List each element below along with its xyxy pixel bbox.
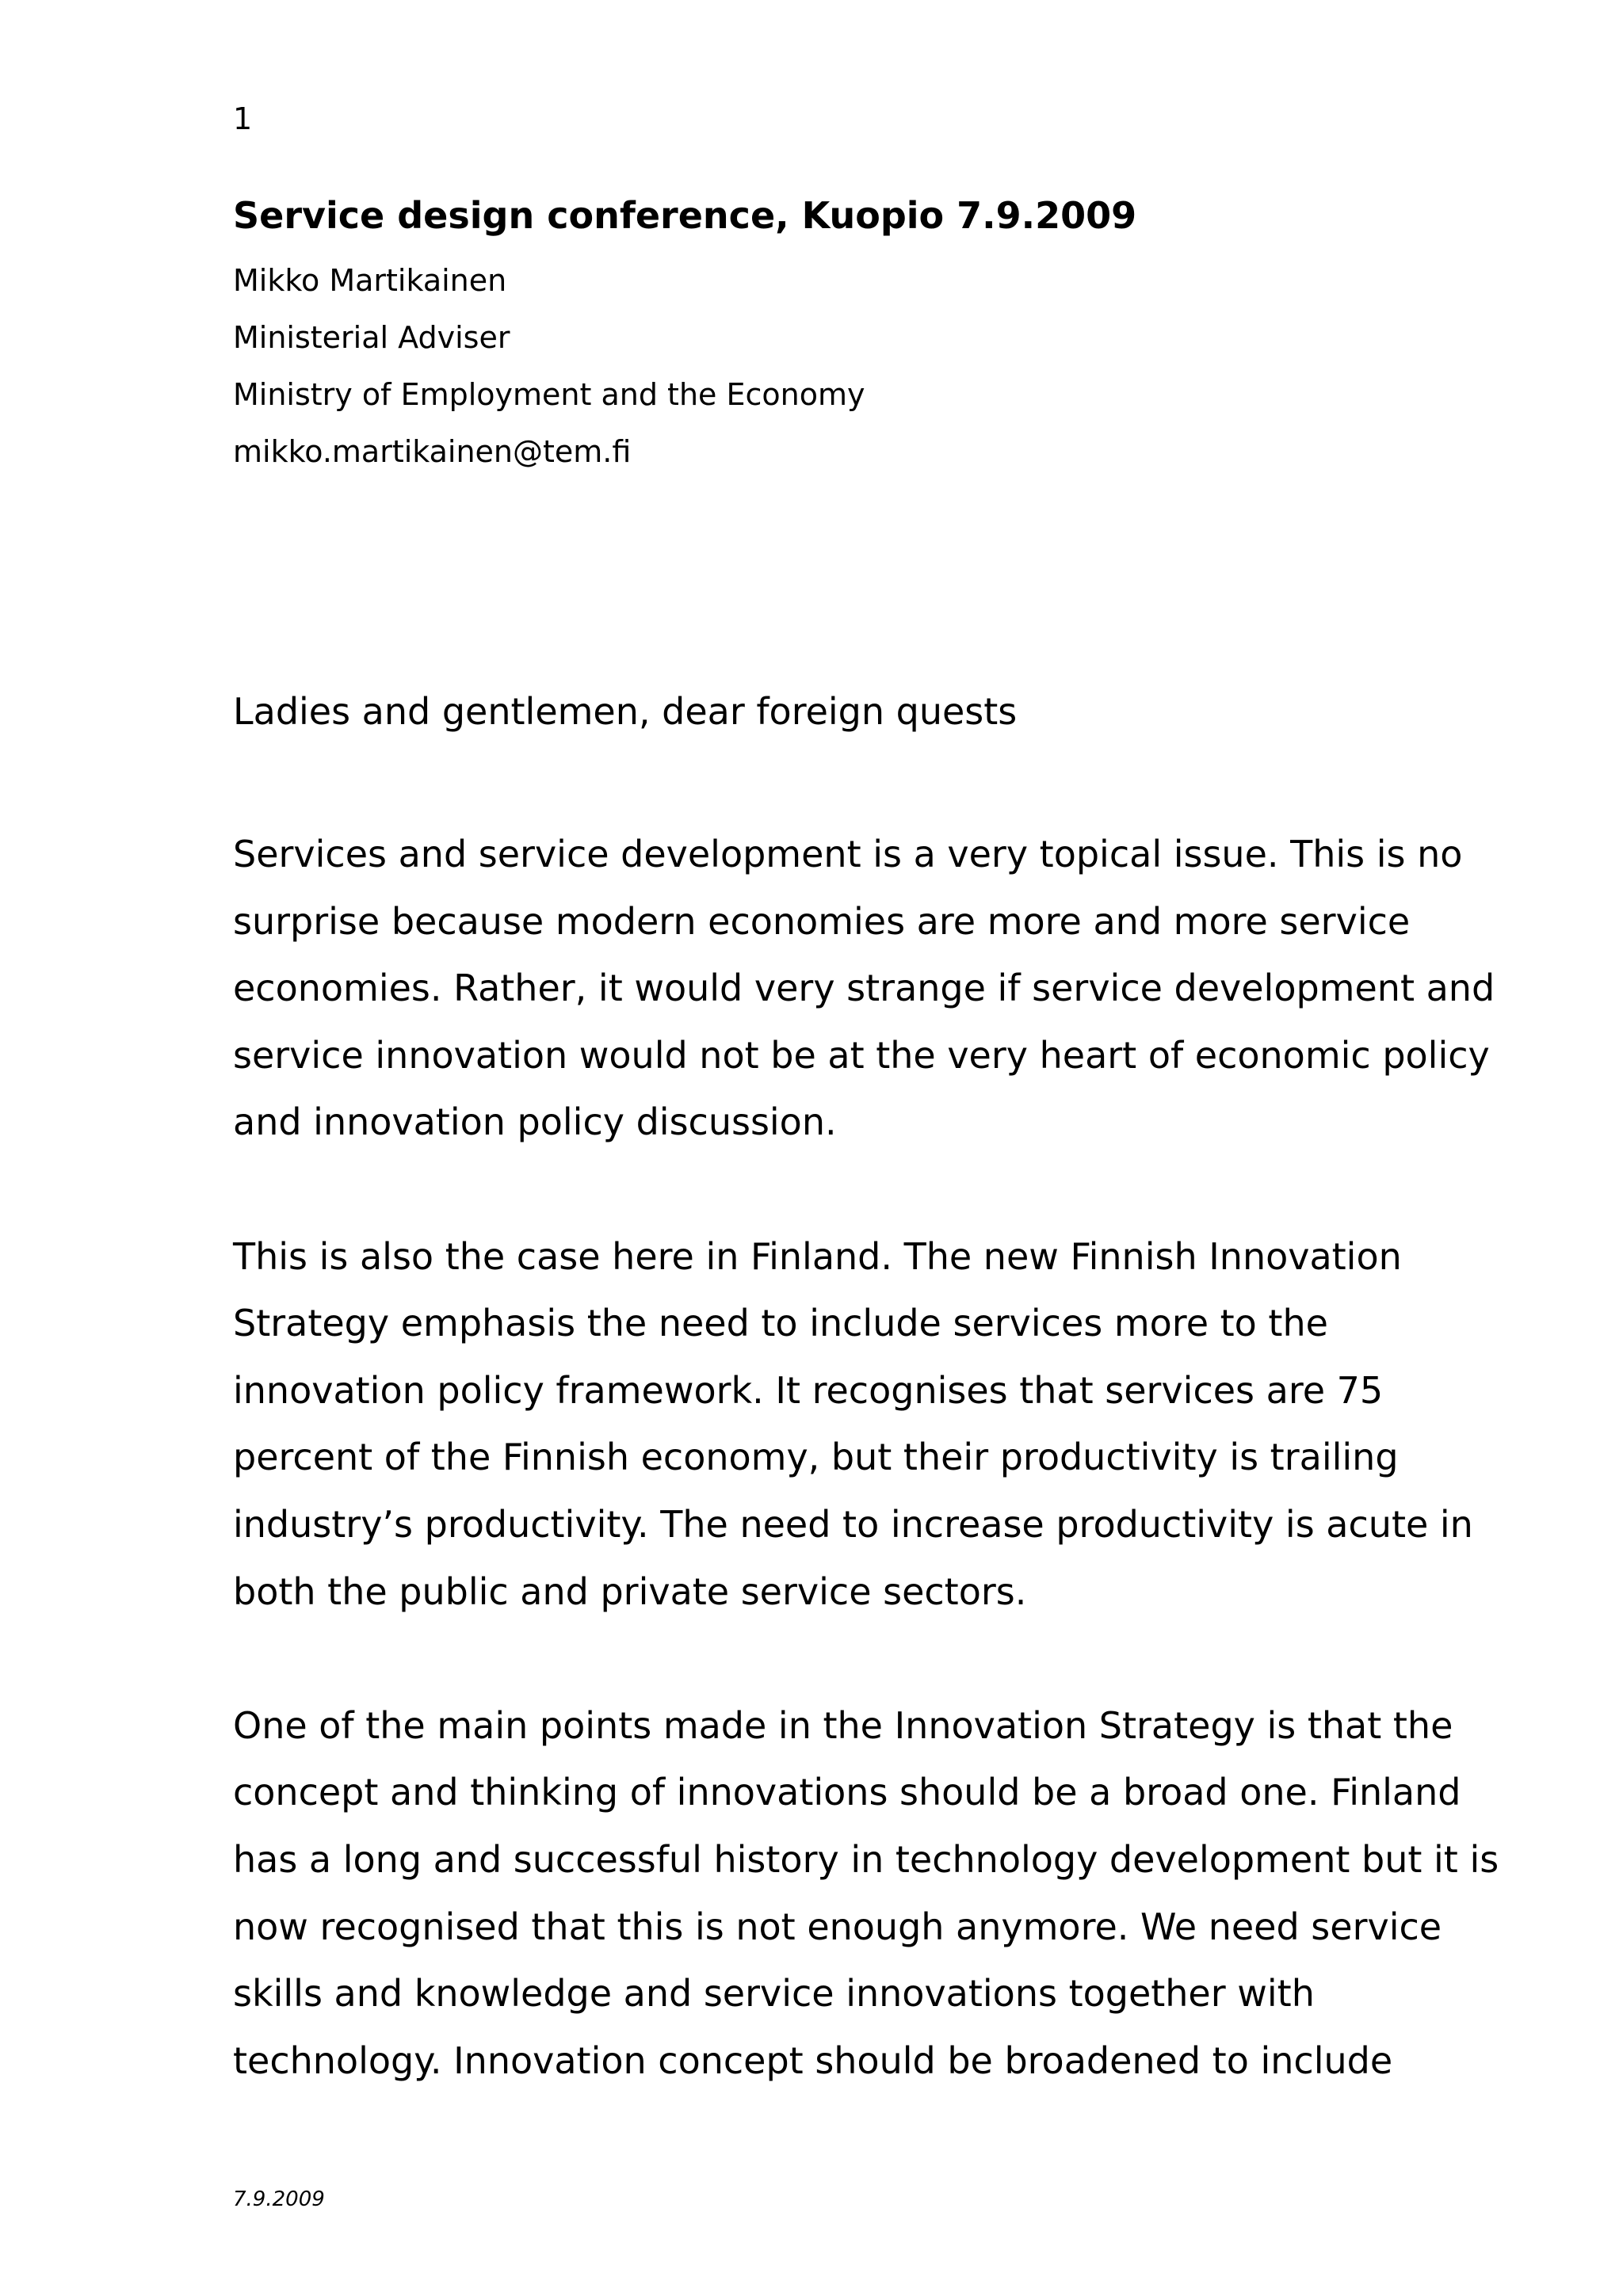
paragraph-line: service innovation would not be at the very heart of economic policy [233,1033,1490,1077]
author-position: Ministerial Adviser [233,320,510,355]
paragraph-line: both the public and private service sectors. [233,1569,1027,1613]
author-organization: Ministry of Employment and the Economy [233,377,865,412]
document-header [233,193,1469,480]
paragraph-2 [233,1223,1533,1626]
paragraph-line: has a long and successful history in technology development but it is [233,1837,1499,1881]
footer-date: 7.9.2009 [233,2187,325,2211]
author-email: mikko.martikainen@tem.fi [233,434,632,469]
paragraph-line: now recognised that this is not enough anymore. We need service [233,1905,1442,1948]
paragraph-line: surprise because modern economies are more and more service [233,899,1411,943]
paragraph-line: skills and knowledge and service innovations together with [233,1972,1315,2016]
paragraph-line: Strategy emphasis the need to include services more to the [233,1302,1328,1345]
greeting: Ladies and gentlemen, dear foreign quests [233,690,1018,733]
paragraph-line: concept and thinking of innovations should be a broad one. Finland [233,1771,1461,1814]
paragraph-line: industry’s productivity. The need to increase productivity is acute in [233,1502,1473,1546]
paragraph-line: percent of the Finnish economy, but their productivity is trailing [233,1436,1399,1479]
paragraph-line: and innovation policy discussion. [233,1100,837,1144]
page-number: 1 [233,101,253,136]
body-text [233,821,1533,2161]
paragraph-line: Services and service development is a very topical issue. This is no [233,833,1463,875]
paragraph-line: technology. Innovation concept should be broadened to include [233,2039,1393,2082]
paragraph-3 [233,1692,1533,2095]
paragraph-line: This is also the case here in Finland. The new Finnish Innovation [233,1234,1402,1278]
paragraph-line: economies. Rather, it would very strange if service development and [233,967,1495,1010]
paragraph-line: innovation policy framework. It recognises that services are 75 [233,1368,1384,1412]
paragraph-line: One of the main points made in the Innovation Strategy is that the [233,1703,1453,1747]
paragraph-1 [233,821,1533,1156]
author-name: Mikko Martikainen [233,263,507,298]
document-title: Service design conference, Kuopio 7.9.2009 [233,194,1137,237]
